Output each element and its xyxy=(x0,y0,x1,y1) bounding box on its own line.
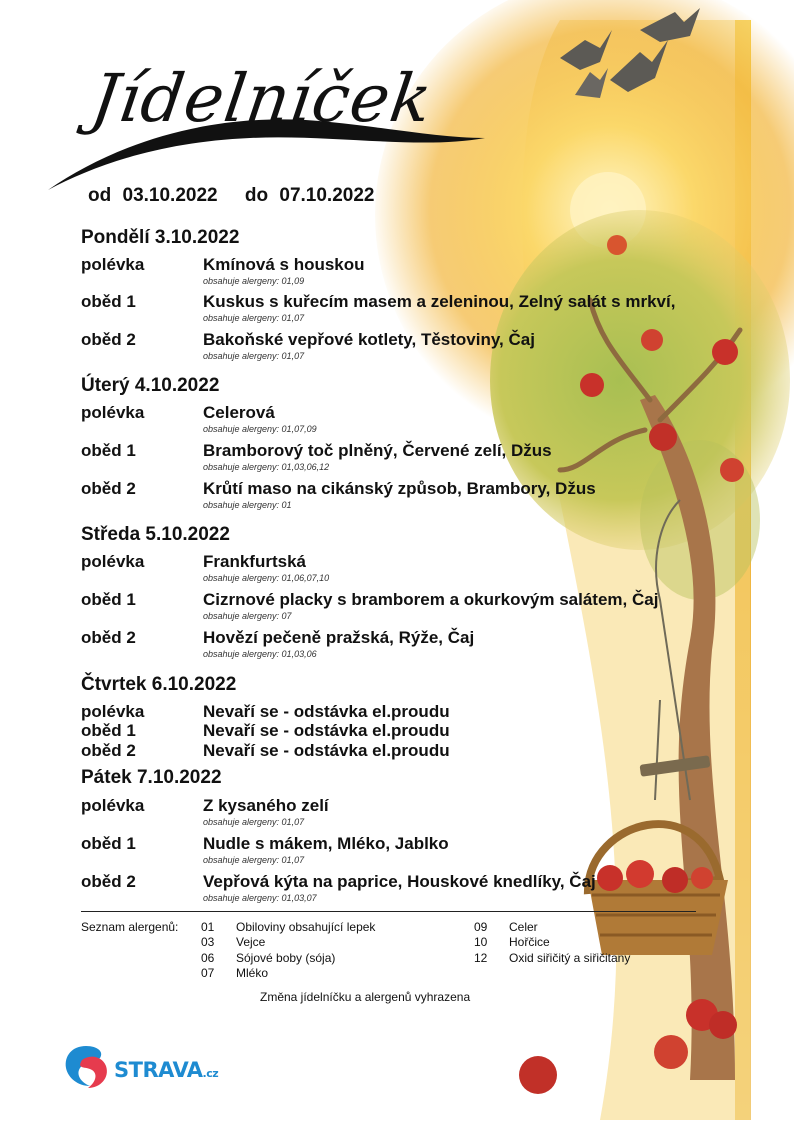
meal-name: Kuskus s kuřecím masem a zeleninou, Zelný salát s mrkví, xyxy=(203,292,676,311)
meal-label: oběd 2 xyxy=(81,872,136,891)
allergen-code: 01 xyxy=(201,920,215,934)
page-title: Jídelníček xyxy=(86,60,438,137)
meal-label: oběd 1 xyxy=(81,834,136,853)
meal-label: oběd 2 xyxy=(81,741,136,760)
meal-name: Nevaří se - odstávka el.proudu xyxy=(203,741,450,760)
meal-label: polévka xyxy=(81,403,145,422)
meal-label: polévka xyxy=(81,702,145,721)
allergen-note: obsahuje alergeny: 01 xyxy=(203,500,292,510)
meal-name: Nudle s mákem, Mléko, Jablko xyxy=(203,834,449,853)
allergen-note: obsahuje alergeny: 01,03,06 xyxy=(203,649,317,659)
disclaimer-note: Změna jídelníčku a alergenů vyhrazena xyxy=(260,990,471,1004)
logo-text: STRAVA xyxy=(114,1058,203,1082)
day-heading: Čtvrtek 6.10.2022 xyxy=(81,674,237,695)
allergen-note: obsahuje alergeny: 01,07 xyxy=(203,855,305,865)
meal-label: oběd 2 xyxy=(81,330,136,349)
allergen-note: obsahuje alergeny: 01,06,07,10 xyxy=(203,573,330,583)
meal-name: Krůtí maso na cikánský způsob, Brambory, Džus xyxy=(203,479,596,498)
allergen-code: 12 xyxy=(474,951,488,965)
allergen-name: Obiloviny obsahující lepek xyxy=(236,920,376,934)
date-range xyxy=(88,185,380,207)
meal-name: Nevaří se - odstávka el.proudu xyxy=(203,702,450,721)
meal-name: Kmínová s houskou xyxy=(203,255,365,274)
meal-label: polévka xyxy=(81,552,145,571)
meal-name: Nevaří se - odstávka el.proudu xyxy=(203,721,450,740)
meal-name: Vepřová kýta na paprice, Houskové knedlíky, Čaj xyxy=(203,872,596,891)
meal-label: polévka xyxy=(81,255,145,274)
date-from: 03.10.2022 xyxy=(122,185,218,206)
allergen-name: Celer xyxy=(509,920,538,934)
meal-name: Celerová xyxy=(203,403,275,422)
allergen-note: obsahuje alergeny: 07 xyxy=(203,611,292,621)
meal-name: Frankfurtská xyxy=(203,552,306,571)
logo-wordmark xyxy=(114,1058,218,1082)
allergen-code: 07 xyxy=(201,966,215,980)
meal-label: oběd 1 xyxy=(81,590,136,609)
allergen-note: obsahuje alergeny: 01,07 xyxy=(203,817,305,827)
allergen-code: 06 xyxy=(201,951,215,965)
allergen-note: obsahuje alergeny: 01,07 xyxy=(203,313,305,323)
meal-name: Hovězí pečeně pražská, Rýže, Čaj xyxy=(203,628,475,647)
allergen-code: 03 xyxy=(201,935,215,949)
meal-label: polévka xyxy=(81,796,145,815)
meal-label: oběd 2 xyxy=(81,628,136,647)
meal-label: oběd 1 xyxy=(81,292,136,311)
day-heading: Pondělí 3.10.2022 xyxy=(81,227,240,248)
allergen-code: 10 xyxy=(474,935,488,949)
meal-label: oběd 1 xyxy=(81,721,136,740)
allergen-name: Sójové boby (sója) xyxy=(236,951,336,965)
meal-name: Bakoňské vepřové kotlety, Těstoviny, Čaj xyxy=(203,330,535,349)
meal-name: Bramborový toč plněný, Červené zelí, Džus xyxy=(203,441,552,460)
allergen-note: obsahuje alergeny: 01,07,09 xyxy=(203,424,317,434)
day-heading: Pátek 7.10.2022 xyxy=(81,767,222,788)
allergen-note: obsahuje alergeny: 01,03,06,12 xyxy=(203,462,330,472)
allergen-name: Hořčice xyxy=(509,935,550,949)
meal-name: Z kysaného zelí xyxy=(203,796,329,815)
allergen-list-heading: Seznam alergenů: xyxy=(81,920,179,934)
meal-label: oběd 2 xyxy=(81,479,136,498)
meal-name: Cizrnové placky s bramborem a okurkovým salátem, Čaj xyxy=(203,590,659,609)
allergen-code: 09 xyxy=(474,920,488,934)
date-to-label: do xyxy=(244,185,269,206)
date-from-label: od xyxy=(88,185,112,206)
allergen-note: obsahuje alergeny: 01,03,07 xyxy=(203,893,317,903)
allergen-name: Oxid siřičitý a siřičitany xyxy=(509,951,631,965)
allergen-name: Vejce xyxy=(236,935,266,949)
date-to: 07.10.2022 xyxy=(279,185,375,206)
day-heading: Úterý 4.10.2022 xyxy=(81,375,220,396)
logo-suffix: .cz xyxy=(202,1067,219,1080)
allergen-note: obsahuje alergeny: 01,09 xyxy=(203,276,305,286)
allergen-name: Mléko xyxy=(236,966,269,980)
divider xyxy=(81,911,696,912)
meal-label: oběd 1 xyxy=(81,441,136,460)
day-heading: Středa 5.10.2022 xyxy=(81,524,230,545)
allergen-note: obsahuje alergeny: 01,07 xyxy=(203,351,305,361)
